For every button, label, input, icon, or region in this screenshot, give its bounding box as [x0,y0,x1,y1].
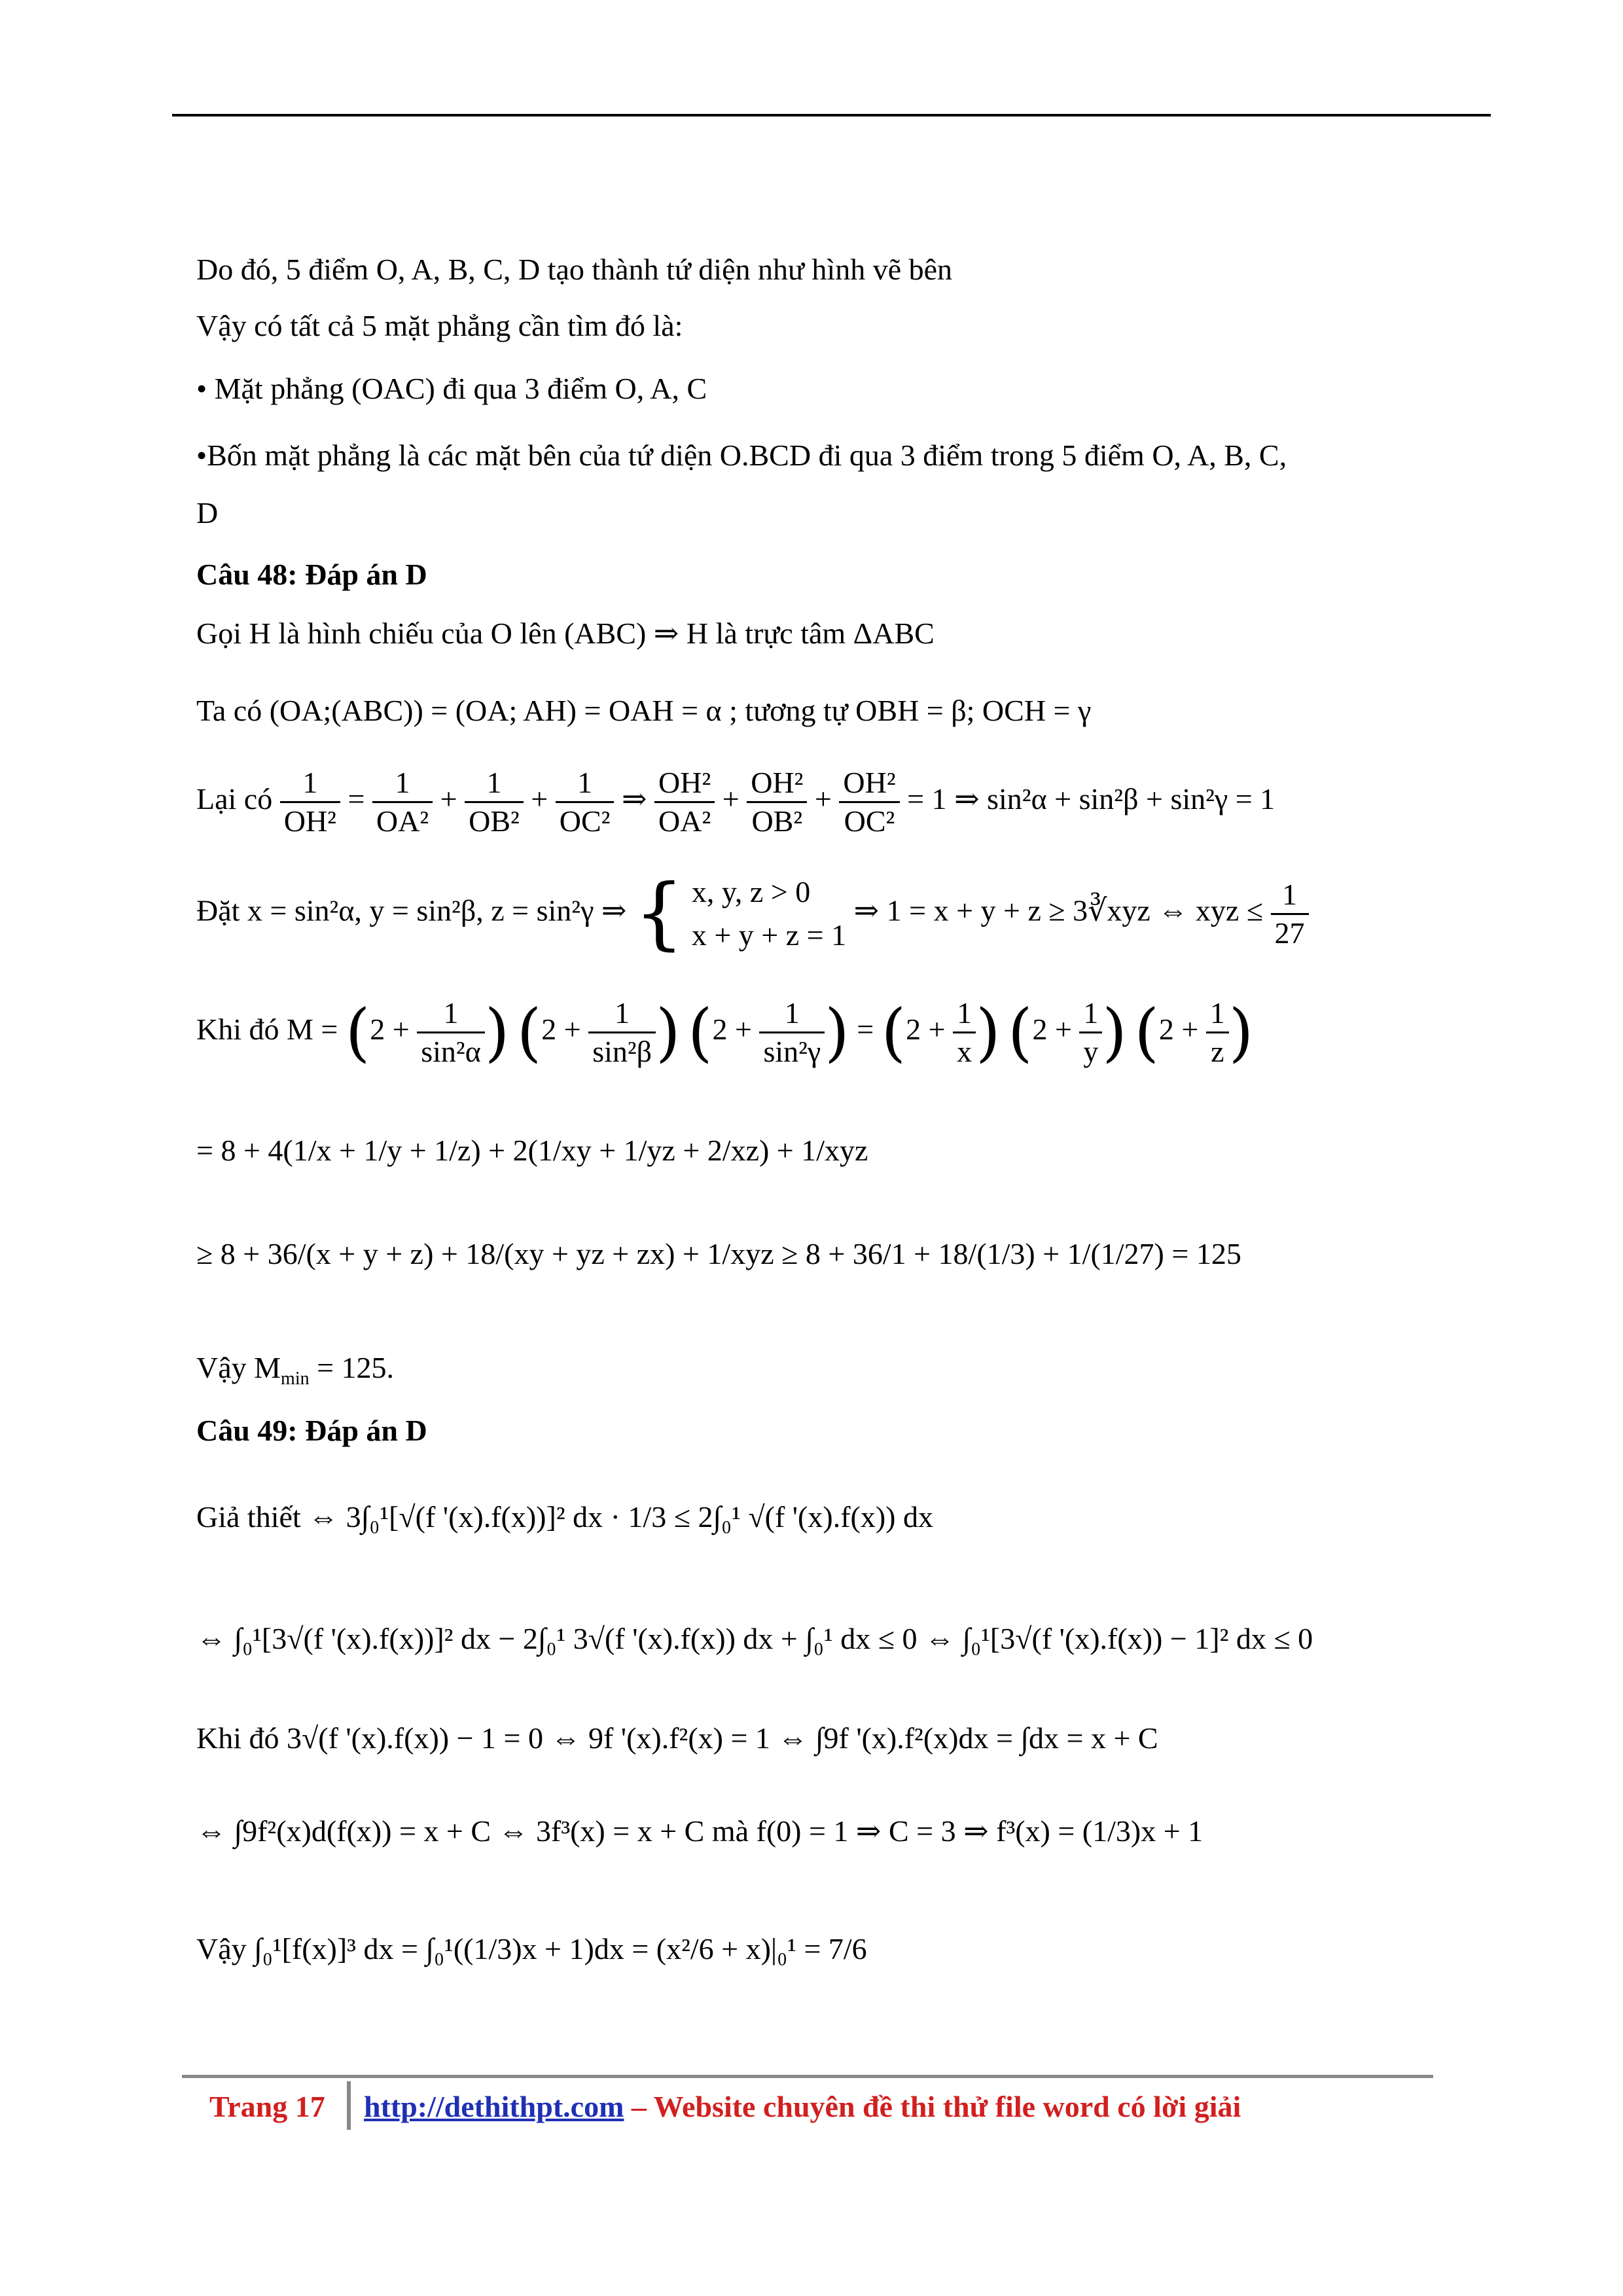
text-line: Gọi H là hình chiếu của O lên (ABC) ⇒ H là trực tâm ΔABC [196,617,935,650]
text-label: Khi đó M = [196,1013,338,1047]
fraction: $\frac{1}{\text{OC²}}$ [556,764,615,840]
text-label: ⇒ 1 = x + y + z ≥ 3∛xyz ⇔ xyz ≤ [853,893,1264,927]
fraction: $\frac{1}{\text{sin²α}}$ [417,995,485,1070]
fraction: $\frac{\text{OH²}}{\text{OB²}}$ [747,764,807,840]
footer-rule [182,2075,1433,2078]
equation-line: = 8 + 4(1/x + 1/y + 1/z) + 2(1/xy + 1/yz + 2/xz) + 1/xyz [196,1134,868,1167]
brace: { [633,868,685,959]
footer-text [364,2089,1241,2124]
text-line: Ta có (OA;(ABC)) = (OA; AH) = OAH = α ; tương tự OBH = β; OCH = γ [196,694,1092,727]
website-link[interactable]: http://dethithpt.com [364,2090,624,2123]
fraction: $\frac{\text{OH²}}{\text{OA²}}$ [654,764,715,840]
footer-separator [347,2081,351,2130]
equation-line: Khi đó M = (2 + $\frac{1}{\text{sin²α}}$ ) (2 + $\frac{1}{\text{sin²β}}$ ) (2 + $\frac{1}{\text{sin²γ}}$ ) = (2 + $\frac{1}{x}$ ) (2 + $\frac{1}{y}$ ) (2 + $\frac{1}{z}$ ) [196,996,1254,1069]
text-label: = 125. [309,1351,395,1384]
page-number: Trang 17 [209,2090,325,2123]
fraction: $\frac{1}{\text{OA²}}$ [372,764,433,840]
question-heading-48: Câu 48: Đáp án D [196,558,427,591]
footer-description: – Website chuyên đề thi thử file word có lời giải [624,2090,1241,2123]
text-label: ⇒ sin²α + sin²β + sin²γ = 1 [954,782,1275,816]
fraction: $\frac{1}{\text{sin²β}}$ [588,995,656,1070]
fraction: $\frac{\text{OH²}}{\text{OC²}}$ [839,764,899,840]
equation-line [196,1350,394,1397]
fraction: $\frac{1}{y}$ [1079,995,1102,1070]
text-line: Do đó, 5 điểm O, A, B, C, D tạo thành tứ diện như hình vẽ bên [196,253,953,286]
equation-line: Giả thiết ⇔ 3∫₀¹[√(f '(x).f(x))]² dx · 1/3 ≤ 2∫₀¹ √(f '(x).f(x)) dx [196,1500,933,1534]
text-label: Vậy M [196,1351,281,1384]
equation-system: x, y, z > 0 x + y + z = 1 [691,875,847,952]
question-heading-49: Câu 49: Đáp án D [196,1414,427,1447]
equation-line: ⇔ ∫9f²(x)d(f(x)) = x + C ⇔ 3f³(x) = x + C mà f(0) = 1 ⇒ C = 3 ⇒ f³(x) = (1/3)x + 1 [196,1814,1204,1848]
fraction: $\frac{1}{\text{sin²γ}}$ [759,995,825,1070]
text-line: D [196,496,219,529]
subscript: min [281,1369,310,1390]
equation-line: Vậy ∫₀¹[f(x)]³ dx = ∫₀¹((1/3)x + 1)dx = (x²/6 + x)|₀¹ = 7/6 [196,1932,867,1965]
equation-line: ⇔ ∫₀¹[3√(f '(x).f(x))]² dx − 2∫₀¹ 3√(f '(x).f(x)) dx + ∫₀¹ dx ≤ 0 ⇔ ∫₀¹[3√(f '(x).f(x)) − 1]² dx ≤ 0 [196,1622,1313,1655]
bullet-item: •Bốn mặt phẳng là các mặt bên của tứ diện O.BCD đi qua 3 điểm trong 5 điểm O, A, B, C, [196,439,1287,472]
fraction: $\frac{1}{z}$ [1206,995,1229,1070]
bullet-item: • Mặt phẳng (OAC) đi qua 3 điểm O, A, C [196,372,707,405]
equation-line [196,870,1309,957]
fraction: $\frac{1}{x}$ [953,995,976,1070]
fraction: $\frac{1}{27}$ [1271,876,1309,952]
header-rule [172,114,1491,117]
fraction: $\frac{1}{\text{OH²}}$ [280,764,340,840]
equation-line: Lại có $\frac{1}{\text{OH²}}$ = $\frac{1}{\text{OA²}}$ + $\frac{1}{\text{OB²}}$ + $\frac{1}{\text{OC²}}$ ⇒ $\frac{\text{OH²}}{\text{OA²}}$ + $\frac{\text{OH²}}{\text{OB²}}$ + $\frac{\text{OH²}}{\text{OC²}}$ = 1 ⇒ sin²α + sin²β + sin²γ = 1 [196,764,1275,840]
text-label: Đặt x = sin²α, y = sin²β, z = sin²γ ⇒ [196,893,627,927]
equation-line: Khi đó 3√(f '(x).f(x)) − 1 = 0 ⇔ 9f '(x).f²(x) = 1 ⇔ ∫9f '(x).f²(x)dx = ∫dx = x + C [196,1721,1158,1755]
equation-line: ≥ 8 + 36/(x + y + z) + 18/(xy + yz + zx) + 1/xyz ≥ 8 + 36/1 + 18/(1/3) + 1/(1/27) = 125 [196,1237,1241,1270]
fraction: $\frac{1}{\text{OB²}}$ [465,764,524,840]
text-label: Lại có [196,782,273,816]
text-line: Vậy có tất cả 5 mặt phẳng cần tìm đó là: [196,309,683,342]
